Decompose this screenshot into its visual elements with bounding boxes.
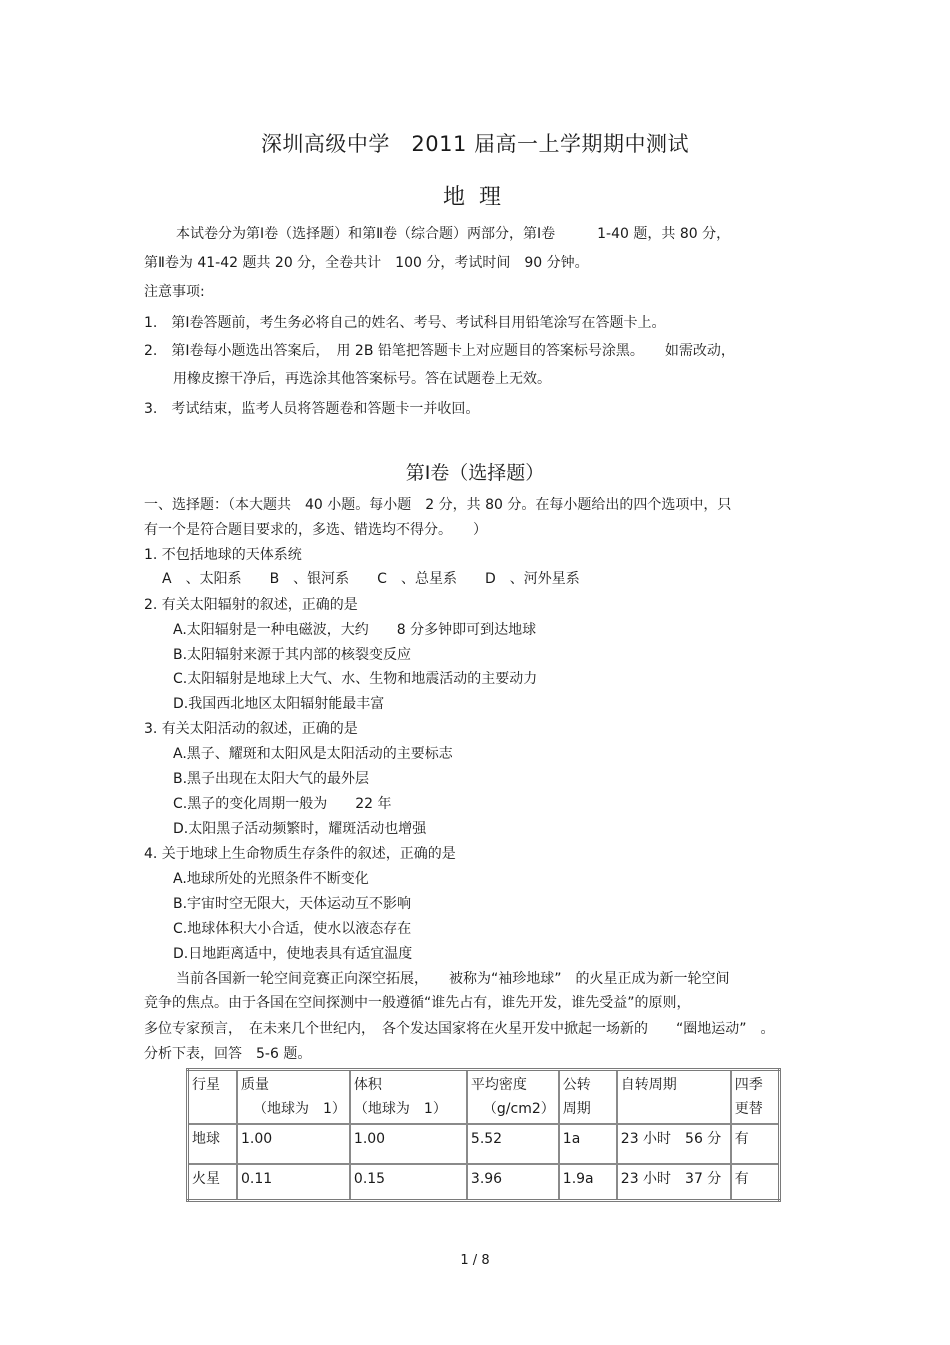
table-cell: 有 xyxy=(731,1164,780,1200)
page-number: 1 / 8 xyxy=(460,1253,490,1268)
table-cell: 地球 xyxy=(188,1124,238,1164)
question-1-options: A 、太阳系 B 、银河系 C 、总星系 D 、河外星系 xyxy=(162,571,580,587)
question-4-option-c: C.地球体积大小合适，使水以液态存在 xyxy=(173,921,412,937)
question-2-option-d: D.我国西北地区太阳辐射能最丰富 xyxy=(173,696,385,712)
notice-item-1: 1. 第Ⅰ卷答题前，考生务必将自己的姓名、考号、考试科目用铅笔涂写在答题卡上。 xyxy=(144,315,666,331)
question-3-option-c: C.黑子的变化周期一般为 22 年 xyxy=(173,796,392,812)
subject-title: 地理 xyxy=(442,185,515,210)
notice-item-2-line-2: 用橡皮擦干净后，再选涂其他答案标号。答在试题卷上无效。 xyxy=(173,371,551,387)
question-2-stem: 2. 有关太阳辐射的叙述，正确的是 xyxy=(144,597,358,613)
section-intro-line-1: 一、选择题：（本大题共 40 小题。每小题 2 分，共 80 分。在每小题给出的四个选项中，只 xyxy=(144,497,732,513)
table-cell: 1.9a xyxy=(559,1164,617,1200)
header-cell-volume: 体积 （地球为 1） xyxy=(350,1070,467,1125)
notice-item-2-line-1: 2. 第Ⅰ卷每小题选出答案后， 用 2B 铅笔把答题卡上对应题目的答案标号涂黑。 如需改动， xyxy=(144,343,735,359)
header-cell-orbital-period: 公转 周期 xyxy=(559,1070,617,1125)
table-header-row xyxy=(188,1070,780,1125)
question-4-option-a: A.地球所处的光照条件不断变化 xyxy=(173,871,369,887)
section-title: 第Ⅰ卷（选择题） xyxy=(405,462,545,484)
table-cell: 有 xyxy=(731,1124,780,1164)
passage-line-4: 分析下表，回答 5-6 题。 xyxy=(144,1046,312,1062)
exam-title: 深圳高级中学 2011 届高一上学期期中测试 xyxy=(260,132,690,156)
table-cell: 0.15 xyxy=(350,1164,467,1200)
section-intro-line-2: 有一个是符合题目要求的，多选、错选均不得分。 ） xyxy=(144,522,487,538)
table-cell: 3.96 xyxy=(467,1164,559,1200)
table-cell: 1a xyxy=(559,1124,617,1164)
question-3-stem: 3. 有关太阳活动的叙述，正确的是 xyxy=(144,721,358,737)
question-4-option-b: B.宇宙时空无限大，天体运动互不影响 xyxy=(173,896,412,912)
table-cell: 5.52 xyxy=(467,1124,559,1164)
passage-line-3: 多位专家预言， 在未来几个世纪内， 各个发达国家将在火星开发中掀起一场新的 “圈地运动” 。 xyxy=(144,1021,775,1037)
question-4-stem: 4. 关于地球上生命物质生存条件的叙述，正确的是 xyxy=(144,846,456,862)
question-3-option-d: D.太阳黑子活动频繁时，耀斑活动也增强 xyxy=(173,821,427,837)
header-cell-rotation-period: 自转周期 xyxy=(617,1070,731,1125)
intro-line-1: 本试卷分为第Ⅰ卷（选择题）和第Ⅱ卷（综合题）两部分，第Ⅰ卷 1-40 题，共 80 分， xyxy=(176,226,731,242)
table-cell: 23 小时 56 分 xyxy=(617,1124,731,1164)
table-cell: 1.00 xyxy=(237,1124,350,1164)
question-2-option-a: A.太阳辐射是一种电磁波，大约 8 分多钟即可到达地球 xyxy=(173,622,537,638)
header-cell-density: 平均密度 （g/cm2） xyxy=(467,1070,559,1125)
table-cell: 23 小时 37 分 xyxy=(617,1164,731,1200)
notice-heading: 注意事项: xyxy=(144,284,205,300)
table-cell: 0.11 xyxy=(237,1164,350,1200)
planet-comparison-table xyxy=(186,1068,781,1202)
header-cell-planet: 行星 xyxy=(188,1070,238,1125)
header-cell-mass: 质量 （地球为 1） xyxy=(237,1070,350,1125)
intro-line-2: 第Ⅱ卷为 41-42 题共 20 分，全卷共计 100 分，考试时间 90 分钟。 xyxy=(144,255,589,271)
table-row xyxy=(188,1124,780,1164)
question-2-option-b: B.太阳辐射来源于其内部的核裂变反应 xyxy=(173,647,412,663)
question-1-stem: 1. 不包括地球的天体系统 xyxy=(144,547,302,563)
table-cell: 火星 xyxy=(188,1164,238,1200)
header-cell-seasons: 四季 更替 xyxy=(731,1070,780,1125)
question-4-option-d: D.日地距离适中，使地表具有适宜温度 xyxy=(173,946,413,962)
passage-line-2: 竞争的焦点。由于各国在空间探测中一般遵循“谁先占有，谁先开发，谁先受益”的原则， xyxy=(144,995,691,1011)
passage-line-1: 当前各国新一轮空间竞赛正向深空拓展， 被称为“袖珍地球” 的火星正成为新一轮空间 xyxy=(176,971,730,987)
question-2-option-c: C.太阳辐射是地球上大气、水、生物和地震活动的主要动力 xyxy=(173,671,538,687)
question-3-option-a: A.黑子、耀斑和太阳风是太阳活动的主要标志 xyxy=(173,746,453,762)
notice-item-3: 3. 考试结束，监考人员将答题卷和答题卡一并收回。 xyxy=(144,401,480,417)
question-3-option-b: B.黑子出现在太阳大气的最外层 xyxy=(173,771,370,787)
table-row xyxy=(188,1164,780,1200)
table-cell: 1.00 xyxy=(350,1124,467,1164)
